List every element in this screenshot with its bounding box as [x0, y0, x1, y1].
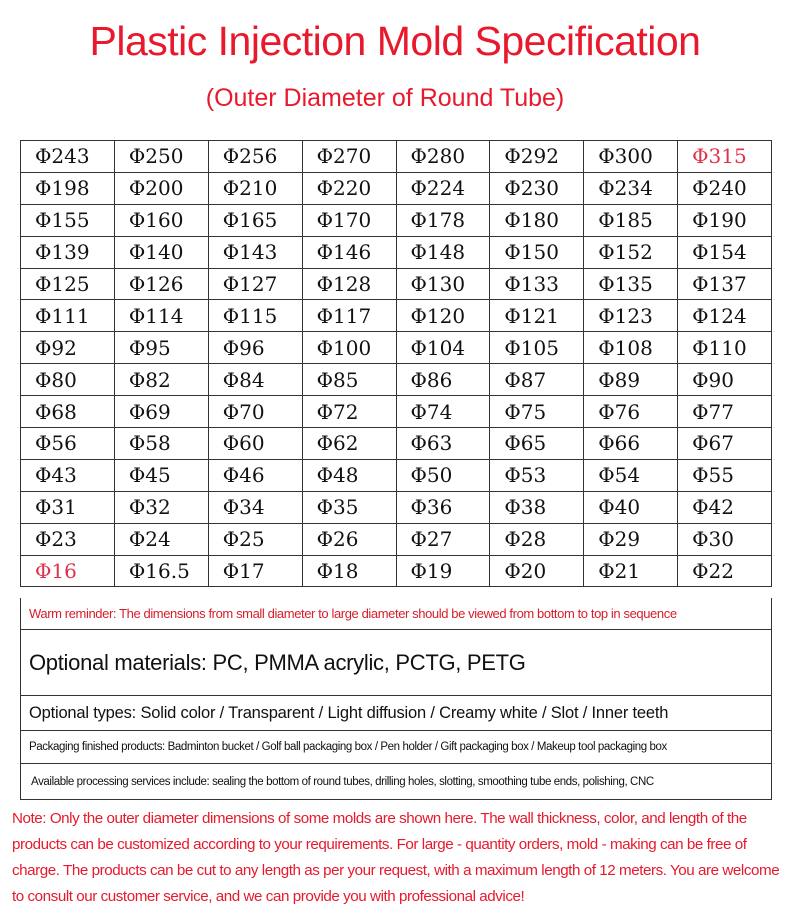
- table-row: [21, 236, 772, 268]
- diameter-cell: Φ80: [21, 364, 115, 396]
- diameter-cell: Φ234: [584, 172, 678, 204]
- diameter-cell: Φ53: [490, 459, 584, 491]
- optional-materials: Optional materials: PC, PMMA acrylic, PCTG, PETG: [20, 630, 772, 696]
- diameter-cell: Φ114: [114, 300, 208, 332]
- diameter-cell: Φ75: [490, 396, 584, 428]
- diameter-cell: Φ70: [208, 396, 302, 428]
- customization-note: Note: Only the outer diameter dimensions of some molds are shown here. The wall thickness, color, and length of the products can be customized according to your requirements. For large - quantity orders, mold - making can be free of charge. The products can be cut to any length as per your request, with a maximum length of 12 meters. You are welcome to consult our customer service, and we can provide you with professional advice!: [12, 810, 780, 905]
- table-row: [21, 141, 772, 173]
- diameter-cell: Φ108: [584, 332, 678, 364]
- page-title: Plastic Injection Mold Specification: [89, 18, 701, 64]
- diameter-cell: Φ85: [302, 364, 396, 396]
- diameter-cell: Φ82: [114, 364, 208, 396]
- diameter-cell: Φ28: [490, 523, 584, 555]
- diameter-cell: Φ185: [584, 204, 678, 236]
- diameter-cell: Φ125: [21, 268, 115, 300]
- diameter-cell: Φ104: [396, 332, 490, 364]
- diameter-cell: Φ72: [302, 396, 396, 428]
- diameter-cell: Φ58: [114, 428, 208, 460]
- diameter-cell: Φ95: [114, 332, 208, 364]
- diameter-cell: Φ155: [21, 204, 115, 236]
- diameter-cell: Φ121: [490, 300, 584, 332]
- diameter-cell: Φ96: [208, 332, 302, 364]
- diameter-cell: Φ24: [114, 523, 208, 555]
- diameter-cell: Φ32: [114, 491, 208, 523]
- table-row: [21, 523, 772, 555]
- diameter-cell: Φ240: [678, 172, 772, 204]
- diameter-cell: Φ20: [490, 555, 584, 587]
- diameter-cell: Φ68: [21, 396, 115, 428]
- diameter-cell: Φ69: [114, 396, 208, 428]
- diameter-cell: Φ22: [678, 555, 772, 587]
- warm-reminder: Warm reminder: The dimensions from small diameter to large diameter should be viewed from bottom to top in sequence: [20, 598, 772, 630]
- diameter-cell: Φ210: [208, 172, 302, 204]
- table-row: [21, 428, 772, 460]
- diameter-cell: Φ280: [396, 141, 490, 173]
- diameter-cell: Φ100: [302, 332, 396, 364]
- diameter-cell: Φ180: [490, 204, 584, 236]
- diameter-cell: Φ140: [114, 236, 208, 268]
- processing-services: Available processing services include: sealing the bottom of round tubes, drilling holes, slotting, smoothing tube ends, polishing, CNC: [20, 764, 772, 800]
- diameter-cell: Φ27: [396, 523, 490, 555]
- diameter-cell: Φ77: [678, 396, 772, 428]
- diameter-cell: Φ66: [584, 428, 678, 460]
- diameter-cell: Φ127: [208, 268, 302, 300]
- diameter-cell: Φ154: [678, 236, 772, 268]
- diameter-cell: Φ21: [584, 555, 678, 587]
- diameter-cell: Φ74: [396, 396, 490, 428]
- diameter-cell: Φ146: [302, 236, 396, 268]
- diameter-cell: Φ200: [114, 172, 208, 204]
- diameter-cell: Φ90: [678, 364, 772, 396]
- diameter-cell: Φ40: [584, 491, 678, 523]
- diameter-cell: Φ89: [584, 364, 678, 396]
- diameter-cell: Φ243: [21, 141, 115, 173]
- diameter-cell: Φ31: [21, 491, 115, 523]
- table-row: [21, 268, 772, 300]
- diameter-cell: Φ29: [584, 523, 678, 555]
- diameter-cell: Φ65: [490, 428, 584, 460]
- diameter-cell: Φ38: [490, 491, 584, 523]
- diameter-cell: Φ45: [114, 459, 208, 491]
- diameter-cell: Φ256: [208, 141, 302, 173]
- diameter-cell: Φ16: [21, 555, 115, 587]
- diameter-table: [20, 140, 772, 587]
- diameter-cell: Φ148: [396, 236, 490, 268]
- diameter-cell: Φ16.5: [114, 555, 208, 587]
- diameter-cell: Φ315: [678, 141, 772, 173]
- diameter-cell: Φ48: [302, 459, 396, 491]
- diameter-cell: Φ250: [114, 141, 208, 173]
- diameter-cell: Φ292: [490, 141, 584, 173]
- diameter-cell: Φ35: [302, 491, 396, 523]
- diameter-cell: Φ150: [490, 236, 584, 268]
- diameter-cell: Φ160: [114, 204, 208, 236]
- optional-types: Optional types: Solid color / Transparent / Light diffusion / Creamy white / Slot / Inner teeth: [20, 696, 772, 731]
- diameter-cell: Φ130: [396, 268, 490, 300]
- page-subtitle: (Outer Diameter of Round Tube): [205, 84, 565, 112]
- diameter-cell: Φ124: [678, 300, 772, 332]
- table-row: [21, 300, 772, 332]
- diameter-cell: Φ62: [302, 428, 396, 460]
- diameter-cell: Φ55: [678, 459, 772, 491]
- diameter-cell: Φ76: [584, 396, 678, 428]
- diameter-cell: Φ143: [208, 236, 302, 268]
- diameter-cell: Φ56: [21, 428, 115, 460]
- diameter-cell: Φ178: [396, 204, 490, 236]
- table-row: [21, 396, 772, 428]
- diameter-cell: Φ126: [114, 268, 208, 300]
- table-row: [21, 204, 772, 236]
- diameter-cell: Φ60: [208, 428, 302, 460]
- diameter-cell: Φ46: [208, 459, 302, 491]
- diameter-cell: Φ133: [490, 268, 584, 300]
- diameter-cell: Φ139: [21, 236, 115, 268]
- diameter-cell: Φ152: [584, 236, 678, 268]
- table-row: [21, 332, 772, 364]
- diameter-table-body: [21, 141, 772, 587]
- diameter-cell: Φ36: [396, 491, 490, 523]
- diameter-cell: Φ137: [678, 268, 772, 300]
- diameter-cell: Φ170: [302, 204, 396, 236]
- table-row: [21, 555, 772, 587]
- diameter-cell: Φ67: [678, 428, 772, 460]
- diameter-cell: Φ110: [678, 332, 772, 364]
- diameter-cell: Φ87: [490, 364, 584, 396]
- diameter-cell: Φ105: [490, 332, 584, 364]
- diameter-cell: Φ86: [396, 364, 490, 396]
- packaging-products: Packaging finished products: Badminton bucket / Golf ball packaging box / Pen holder / Gift packaging box / Makeup tool packaging box: [20, 731, 772, 764]
- table-row: [21, 364, 772, 396]
- diameter-cell: Φ123: [584, 300, 678, 332]
- table-row: [21, 172, 772, 204]
- diameter-cell: Φ25: [208, 523, 302, 555]
- diameter-cell: Φ26: [302, 523, 396, 555]
- diameter-cell: Φ224: [396, 172, 490, 204]
- diameter-cell: Φ230: [490, 172, 584, 204]
- diameter-cell: Φ50: [396, 459, 490, 491]
- diameter-cell: Φ34: [208, 491, 302, 523]
- table-row: [21, 459, 772, 491]
- diameter-cell: Φ120: [396, 300, 490, 332]
- diameter-cell: Φ92: [21, 332, 115, 364]
- diameter-cell: Φ220: [302, 172, 396, 204]
- diameter-cell: Φ84: [208, 364, 302, 396]
- diameter-cell: Φ30: [678, 523, 772, 555]
- diameter-cell: Φ17: [208, 555, 302, 587]
- diameter-cell: Φ23: [21, 523, 115, 555]
- diameter-cell: Φ43: [21, 459, 115, 491]
- diameter-cell: Φ63: [396, 428, 490, 460]
- diameter-cell: Φ111: [21, 300, 115, 332]
- diameter-cell: Φ135: [584, 268, 678, 300]
- diameter-cell: Φ19: [396, 555, 490, 587]
- diameter-cell: Φ128: [302, 268, 396, 300]
- diameter-cell: Φ190: [678, 204, 772, 236]
- diameter-cell: Φ165: [208, 204, 302, 236]
- diameter-cell: Φ300: [584, 141, 678, 173]
- diameter-cell: Φ18: [302, 555, 396, 587]
- diameter-cell: Φ117: [302, 300, 396, 332]
- diameter-cell: Φ115: [208, 300, 302, 332]
- diameter-cell: Φ270: [302, 141, 396, 173]
- diameter-cell: Φ198: [21, 172, 115, 204]
- diameter-cell: Φ42: [678, 491, 772, 523]
- diameter-cell: Φ54: [584, 459, 678, 491]
- table-row: [21, 491, 772, 523]
